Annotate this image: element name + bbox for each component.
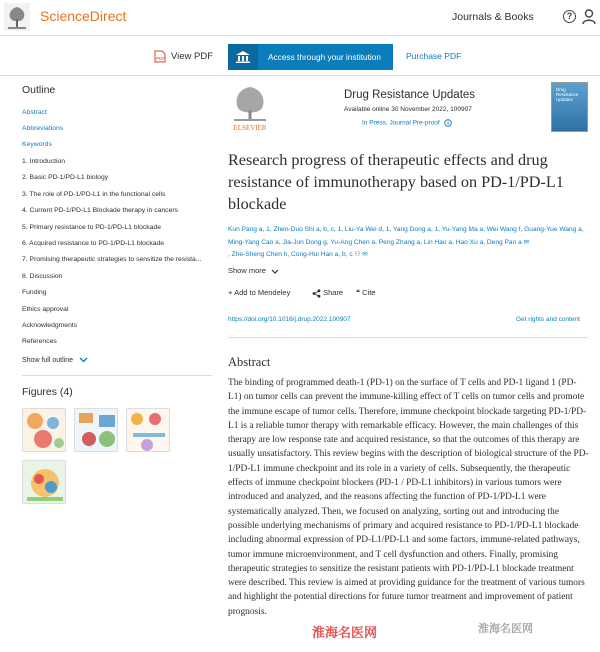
purchase-pdf-link[interactable]: Purchase PDF (406, 51, 462, 61)
figure-thumbnail-2[interactable] (74, 408, 118, 452)
outline-item-introduction[interactable]: 1. Introduction (22, 158, 66, 165)
authors-line-2[interactable] (228, 237, 588, 250)
cite-button[interactable] (356, 288, 375, 297)
journal-status[interactable] (362, 119, 452, 127)
figure-thumbnail-1[interactable] (22, 408, 66, 452)
show-full-outline-label: Show full outline (22, 357, 73, 364)
author-list (228, 224, 588, 262)
outline-item-ethics[interactable]: Ethics approval (22, 306, 69, 313)
quote-icon: ❝ (356, 288, 361, 297)
outline-item-keywords[interactable]: Keywords (22, 141, 52, 148)
view-pdf-link[interactable]: View PDF (171, 51, 214, 62)
share-label: Share (323, 288, 344, 297)
access-institution-label: Access through your institution (268, 52, 381, 62)
outline-heading: Outline (22, 84, 56, 96)
plus-icon: + (228, 288, 233, 297)
figures-heading: Figures (4) (22, 386, 73, 398)
institution-icon (228, 44, 258, 70)
authors-line-1[interactable]: Kun Pang a, 1, Zhen-Duo Shi a, b, c, 1, Liu-Ya Wei d, 1, Yang Dong a, 1, Yu-Yang Ma a, Wei Wang f, Guang-Yue Wang a, (228, 226, 584, 233)
elsevier-wordmark: ELSEVIER (233, 124, 267, 132)
add-to-mendeley-label: Add to Mendeley (234, 288, 291, 297)
journal-publication-info: Available online 30 November 2022, 100907 (344, 106, 472, 113)
authors-line-2-text: Ming-Yang Cao a, Jia-Jun Dong g, Yu-Ang Chen a, Peng Zhang a, Lin Hao a, Hao Xu a, Deng Pan a (228, 238, 522, 246)
journals-books-link[interactable]: Journals & Books (452, 11, 534, 23)
sidebar-divider (22, 375, 212, 376)
share-icon (312, 289, 321, 298)
chevron-down-icon (79, 357, 88, 363)
journal-cover[interactable] (551, 82, 588, 132)
outline-item-discussion[interactable]: 8. Discussion (22, 273, 63, 280)
share-button[interactable] (312, 288, 343, 298)
top-header (0, 0, 600, 36)
add-to-mendeley-button[interactable] (228, 288, 290, 297)
outline-item-section-7[interactable]: 7. Promising therapeutic strategies to sensitize the resista... (22, 256, 202, 263)
svg-text:PDF: PDF (156, 56, 165, 61)
outline-item-section-4[interactable]: 4. Current PD-1/PD-L1 Blockade therapy in cancers (22, 207, 179, 214)
elsevier-logo[interactable] (228, 84, 272, 132)
outline-item-references[interactable]: References (22, 338, 57, 345)
rights-link[interactable]: Get rights and content (516, 316, 580, 323)
journal-cover-title: Drug Resistance Updates (556, 87, 579, 102)
article-title: Research progress of therapeutic effects and drug resistance of immunotherapy based on PD-1/PD-L1 blockade (228, 151, 564, 213)
figure-thumbnail-4[interactable] (22, 460, 66, 504)
outline-item-acknowledgments[interactable]: Acknowledgments (22, 322, 78, 329)
outline-item-abstract[interactable]: Abstract (22, 109, 47, 116)
show-more-button[interactable] (228, 266, 279, 275)
content-divider (228, 337, 588, 338)
doi-link[interactable]: https://doi.org/10.1016/j.drup.2022.100907 (228, 316, 351, 323)
outline-item-abbreviations[interactable]: Abbreviations (22, 125, 64, 132)
watermark-left: 淮海名医网 (312, 625, 378, 640)
abstract-text: The binding of programmed death-1 (PD-1) on the surface of T cells and PD-1 ligand 1 (PD-L1) on tumor cells can prevent the immune-killing effect of T cells on tumor cells and promote the immune escape of tumor cells. Therefore, immune checkpoint blockade targeting PD-1/PD-L1 is a reliable tumor therapy with remarkable efficacy. However, the main challenges of this therapy are low response rate and acquired resistance, so that the outcomes of this therapy are usually unsatisfactory. This review begins with the description of biological structure of the PD-1/PD-L1 immune checkpoint and its role in a variety of cells. Subsequently, the therapeutic effects of immune checkpoint blockers (PD-1 / PD-L1 inhibitors) in various tumors were introduced and analyzed, and the reasons affecting the function of PD-1/PD-L1 were systematically analyzed. Then, we focused on analyzing, sorting out and introducing the possible underlying mechanisms of primary and acquired resistance to PD-1/PD-L1 blockade including abnormal expression of PD-L1/PD-L1 and some factors, immune-related pathways, tumor immune microenvironment, and T cell dysfunction and others. Finally, promising therapeutic strategies to sensitize the resistant patients with PD-1/PD-L1 blockade treatment were described. This review is aimed at providing guidance for the treatment of various tumors and highlight the potential directions for future tumor treatment and improvement of patient prognosis. (228, 378, 589, 617)
person-icon: ⚇ (354, 251, 361, 258)
chevron-down-icon (271, 269, 279, 274)
user-icon[interactable] (582, 9, 596, 25)
journal-name[interactable]: Drug Resistance Updates (344, 89, 476, 101)
journal-status-label: In Press, Journal Pre-proof (362, 119, 440, 127)
show-full-outline-button[interactable] (22, 357, 88, 364)
cite-label: Cite (362, 288, 376, 297)
abstract-heading: Abstract (228, 355, 271, 369)
authors-line-3[interactable] (228, 249, 588, 262)
pdf-icon (154, 50, 166, 63)
email-icon-2: ✉ (362, 251, 368, 258)
outline-item-section-5[interactable]: 5. Primary resistance to PD-1/PD-L1 blockade (22, 224, 162, 231)
show-more-label: Show more (228, 266, 266, 275)
figure-thumbnail-3[interactable] (126, 408, 170, 452)
elsevier-tree-logo[interactable] (4, 3, 30, 31)
sciencedirect-brand[interactable]: ScienceDirect (40, 8, 127, 24)
authors-line-3-text: , Zhe-Sheng Chen h, Cong-Hui Han a, b, c (228, 251, 353, 258)
info-icon (444, 119, 452, 127)
email-icon: ✉ (523, 238, 530, 246)
help-icon[interactable]: ? (563, 10, 576, 23)
outline-item-section-6[interactable]: 6. Acquired resistance to PD-1/PD-L1 blockade (22, 240, 165, 247)
outline-item-section-3[interactable]: 3. The role of PD-1/PD-L1 in the functional cells (22, 191, 166, 198)
outline-item-section-2[interactable]: 2. Basic PD-1/PD-L1 biology (22, 174, 109, 181)
watermark-right: 淮海名医网 (478, 623, 533, 635)
access-institution-button[interactable] (228, 44, 393, 70)
outline-item-funding[interactable]: Funding (22, 289, 47, 296)
